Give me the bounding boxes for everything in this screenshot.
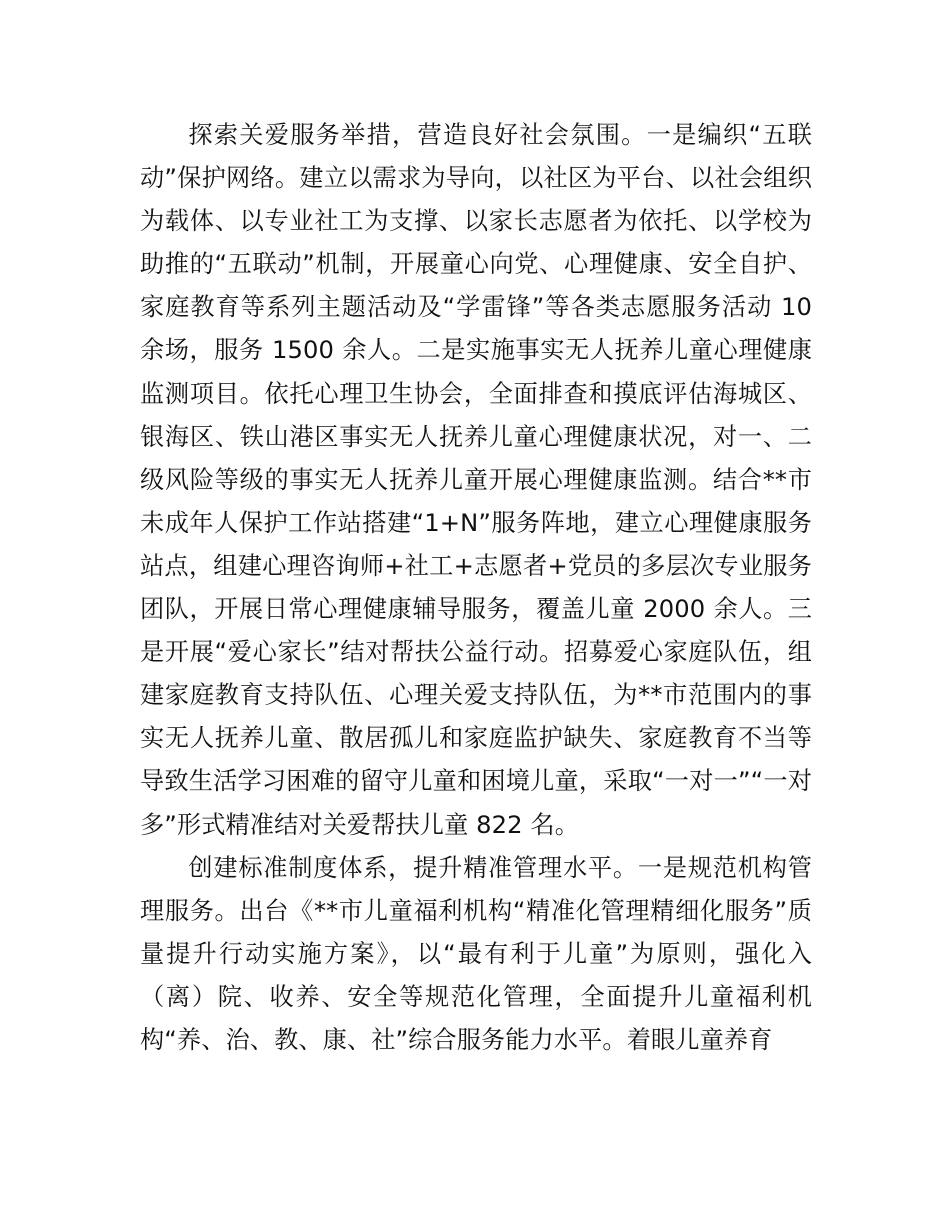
paragraph-standard-system: 创建标准制度体系，提升精准管理水平。一是规范机构管理服务。出台《**市儿童福利机构“精准化管理精细化服务”质量提升行动实施方案》，以“最有利于儿童”为原则，强化入（离）院、收养、安全等规范化管理，全面提升儿童福利机构“养、治、教、康、社”综合服务能力水平。着眼儿童养育 [140,853,812,1054]
paragraph-care-services: 探索关爱服务举措，营造良好社会氛围。一是编织“五联动”保护网络。建立以需求为导向，以社区为平台、以社会组织为载体、以专业社工为支撑、以家长志愿者为依托、以学校为助推的“五联动”机制，开展童心向党、心理健康、安全自护、家庭教育等系列主题活动及“学雷锋”等各类志愿服务活动 10 余场，服务 1500 余人。二是实施事实无人抚养儿童心理健康监测项目。依托心理卫生协会，全面排查和摸底评估海城区、银海区、铁山港区事实无人抚养儿童心理健康状况，对一、二级风险等级的事实无人抚养儿童开展心理健康监测。结合**市未成年人保护工作站搭建“1+N”服务阵地，建立心理健康服务站点，组建心理咨询师+社工+志愿者+党员的多层次专业服务团队，开展日常心理健康辅导服务，覆盖儿童 2000 余人。三是开展“爱心家长”结对帮扶公益行动。招募爱心家庭队伍，组建家庭教育支持队伍、心理关爱支持队伍，为**市范围内的事实无人抚养儿童、散居孤儿和家庭监护缺失、家庭教育不当等导致生活学习困难的留守儿童和困境儿童，采取“一对一”“一对多”形式精准结对关爱帮扶儿童 822 名。 [140,121,812,839]
document-body [140,114,812,1062]
